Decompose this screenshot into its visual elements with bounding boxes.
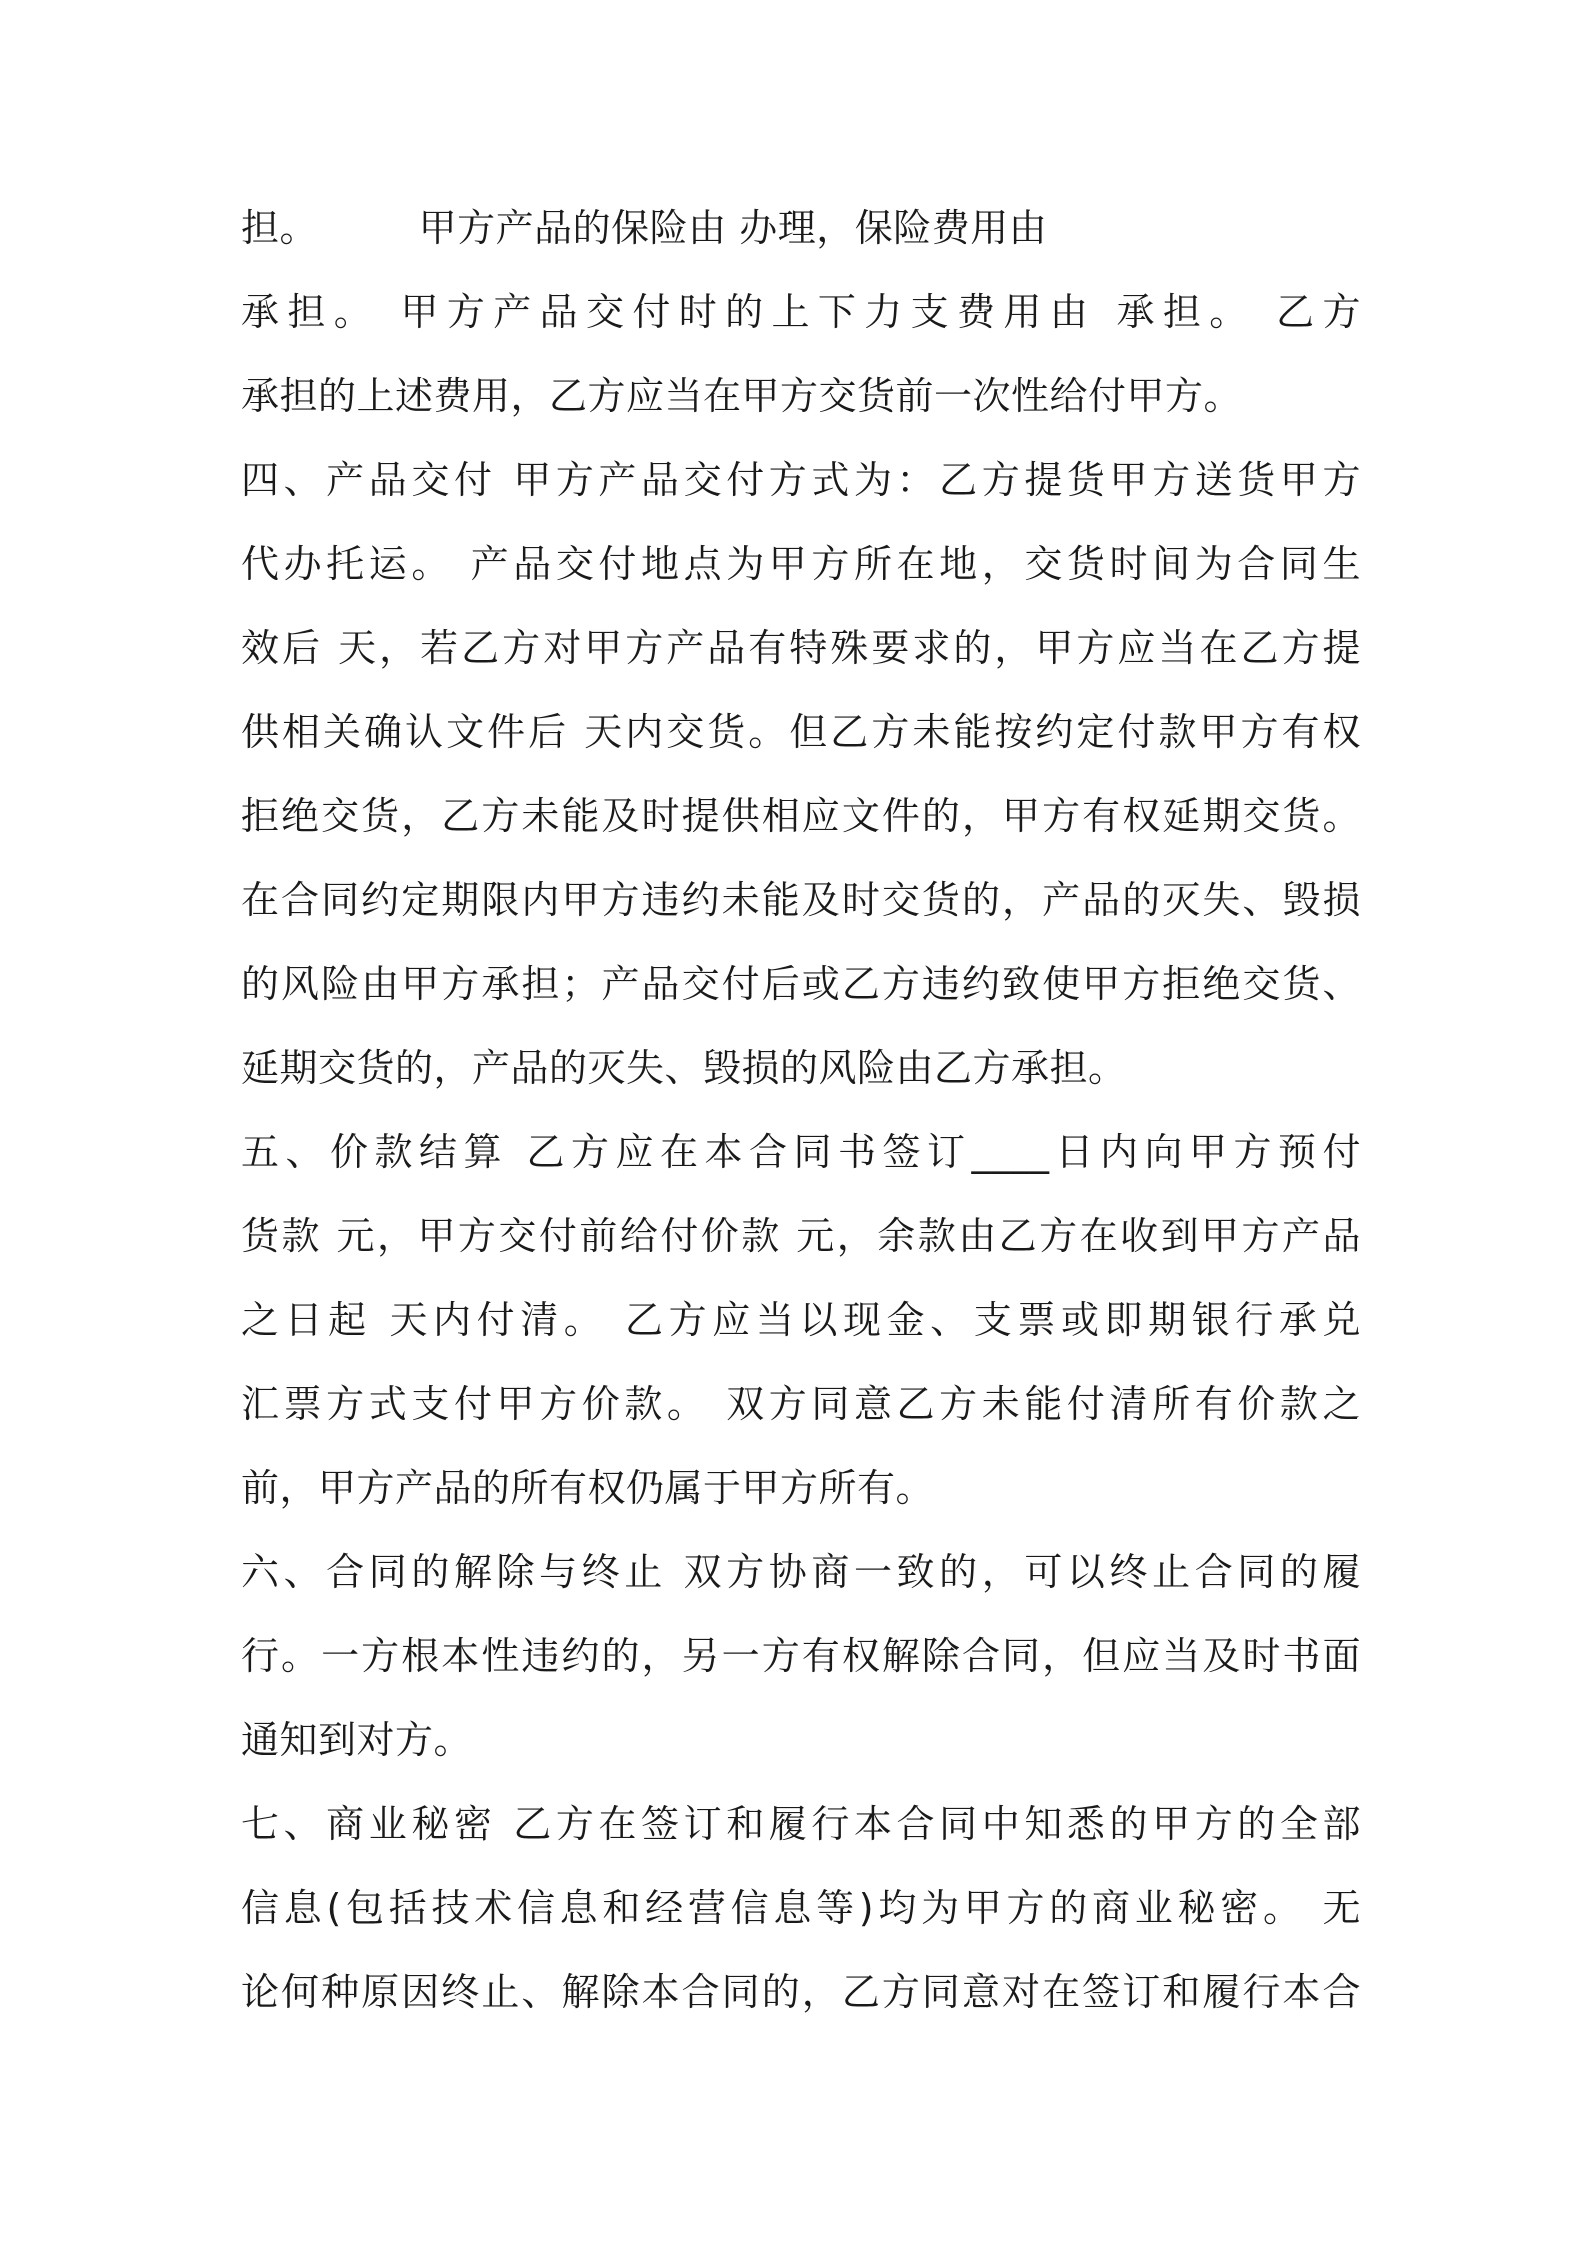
section-heading-line: 四、产品交付 甲方产品交付方式为：乙方提货甲方送货甲方 <box>241 458 1361 502</box>
text-line: 承担的上述费用，乙方应当在甲方交货前一次性给付甲方。 <box>241 374 1243 418</box>
text-line: 拒绝交货，乙方未能及时提供相应文件的，甲方有权延期交货。 <box>241 794 1361 838</box>
text-line: 代办托运。 产品交付地点为甲方所在地，交货时间为合同生 <box>241 542 1361 586</box>
text-line: 行。一方根本性违约的，另一方有权解除合同，但应当及时书面 <box>241 1634 1361 1678</box>
text-line: 信息(包括技术信息和经营信息等)均为甲方的商业秘密。 无 <box>241 1886 1361 1930</box>
text-line: 货款 元，甲方交付前给付价款 元，余款由乙方在收到甲方产品 <box>241 1214 1361 1258</box>
text-line: 通知到对方。 <box>241 1718 473 1762</box>
section-heading-line: 五、价款结算 乙方应在本合同书签订____日内向甲方预付 <box>241 1130 1361 1174</box>
text-line: 效后 天，若乙方对甲方产品有特殊要求的，甲方应当在乙方提 <box>241 626 1361 670</box>
text-line: 之日起 天内付清。 乙方应当以现金、支票或即期银行承兑 <box>241 1298 1361 1342</box>
text-line: 承担。 甲方产品交付时的上下力支费用由 承担。 乙方 <box>241 290 1361 334</box>
text-line: 前，甲方产品的所有权仍属于甲方所有。 <box>241 1466 935 1510</box>
section-heading-line: 七、商业秘密 乙方在签订和履行本合同中知悉的甲方的全部 <box>241 1802 1361 1846</box>
text-line: 供相关确认文件后 天内交货。但乙方未能按约定付款甲方有权 <box>241 710 1361 754</box>
section-heading-line: 六、合同的解除与终止 双方协商一致的，可以终止合同的履 <box>241 1550 1361 1594</box>
text-line: 延期交货的，产品的灭失、毁损的风险由乙方承担。 <box>241 1046 1127 1090</box>
text-line: 汇票方式支付甲方价款。 双方同意乙方未能付清所有价款之 <box>241 1382 1361 1426</box>
text-line: 担。 甲方产品的保险由 办理，保险费用由 <box>241 206 1048 250</box>
text-line: 在合同约定期限内甲方违约未能及时交货的，产品的灭失、毁损 <box>241 878 1361 922</box>
text-line: 论何种原因终止、解除本合同的，乙方同意对在签订和履行本合 <box>241 1970 1361 2014</box>
text-line: 的风险由甲方承担；产品交付后或乙方违约致使甲方拒绝交货、 <box>241 962 1361 1006</box>
